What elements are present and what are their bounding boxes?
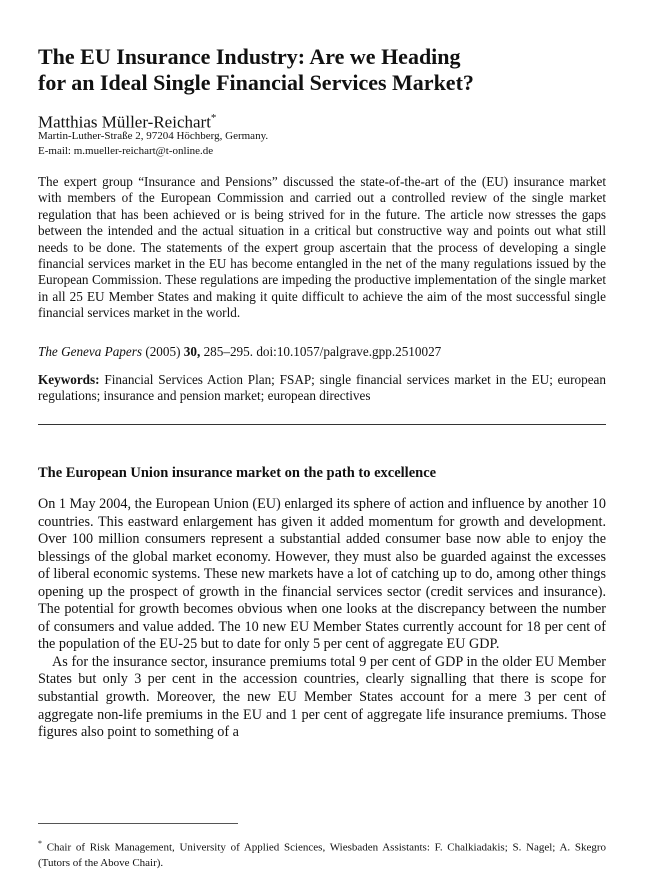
citation-line <box>38 344 441 360</box>
keywords-label: Keywords: <box>38 372 100 387</box>
author-affiliation <box>38 129 268 159</box>
abstract-text: The expert group “Insurance and Pensions” discussed the state-of-the-art of the (EU) insurance market with members of the European Commission and carried out a controlled review of the single market regulation that has been achieved or is being strived for in the future. The article now stresses the gaps between the intended and the actual situation in a critical but constructive way and points out what still needs to be done. The statements of the expert group ascertain that the process of developing a single financial services market in the EU has become entangled in the net of the many regulations issued by the European Commission. These regulations are impeding the productive implementation of the single market in all 25 EU Member States and making it quite difficult to achieve the aim of the most successful single financial services market in the world. <box>38 174 606 321</box>
body-text <box>38 496 606 742</box>
title-line-2: for an Ideal Single Financial Services Market? <box>38 70 474 95</box>
citation-journal: The Geneva Papers <box>38 344 143 359</box>
author-footnote-marker: * <box>210 112 217 124</box>
footnote-marker: * <box>38 839 42 848</box>
author-email: E-mail: m.mueller-reichart@t-online.de <box>38 145 214 157</box>
citation-pages-doi: 285–295. doi:10.1057/palgrave.gpp.2510027 <box>203 344 442 359</box>
citation-volume: 30, <box>183 344 201 359</box>
title-line-1: The EU Insurance Industry: Are we Heading <box>38 44 461 69</box>
author-address: Martin-Luther-Straße 2, 97204 Höchberg, Germany. <box>38 130 269 142</box>
body-paragraph-2: As for the insurance sector, insurance premiums total 9 per cent of GDP in the older EU Member States but only 3 per cent in the accession countries, clearly signalling that there is scope for substantial growth. Moreover, the new EU Member States account for a mere 3 per cent of aggregate non-life premiums in the EU and 1 per cent of aggregate life insurance premiums. Those figures also point to something of a <box>38 653 606 741</box>
citation-year: (2005) <box>145 344 181 359</box>
article-title <box>38 44 606 96</box>
section-divider <box>38 424 606 425</box>
keywords <box>38 372 606 405</box>
footnote-divider <box>38 823 238 824</box>
footnote-text: Chair of Risk Management, University of Applied Sciences, Wiesbaden Assistants: F. Chalkiadakis; S. Nagel; A. Skegro (Tutors of the Above Chair). <box>38 841 606 869</box>
keywords-text: Financial Services Action Plan; FSAP; single financial services market in the EU; european regulations; insurance and pension market; european directives <box>38 372 607 404</box>
author-name: Matthias Müller-Reichart* <box>38 112 217 132</box>
section-heading: The European Union insurance market on the path to excellence <box>38 465 437 481</box>
footnote <box>38 836 606 871</box>
body-paragraph-1: On 1 May 2004, the European Union (EU) enlarged its sphere of action and influence by another 10 countries. This eastward enlargement has given it added momentum for growth and development. Over 100 million consumers represent a substantial added consumer base now able to enjoy the blessings of the global market economy. However, they must also be guarded against the excesses of liberal economic systems. These new markets have a lot of catching up to do, among other things opening up the prospect of growth in the financial services sector (credit services and insurance). The potential for growth becomes obvious when one looks at the discrepancy between the number of consumers and value added. The 10 new EU Member States currently account for 18 per cent of the population of the EU-25 but to date for only 5 per cent of aggregate EU GDP. <box>38 496 606 653</box>
